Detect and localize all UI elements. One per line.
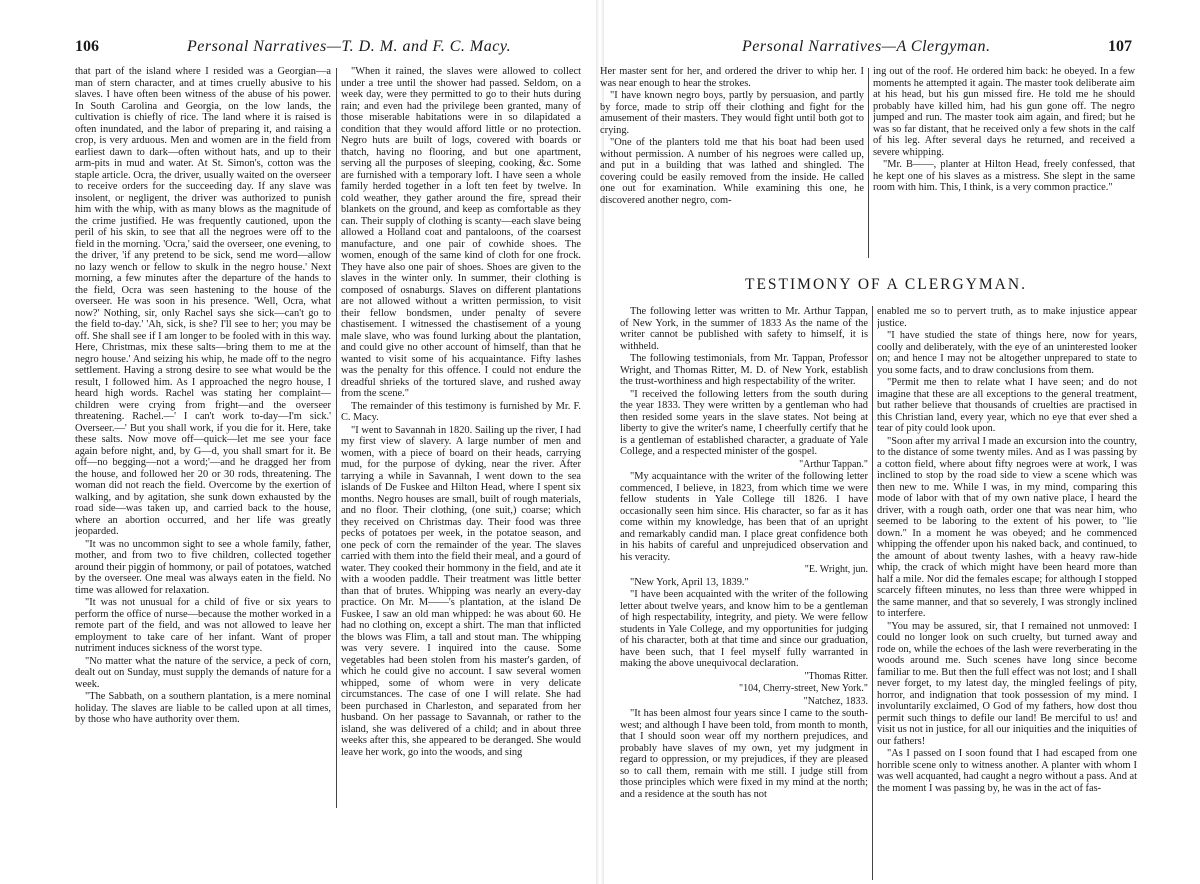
right-top-column-1: [600, 66, 864, 262]
signature: "Thomas Ritter.: [804, 670, 868, 682]
dateline: "Natchez, 1833.: [803, 695, 868, 707]
paragraph: "As I passed on I soon found that I had escaped from one horrible scene only to witness another. A planter with whom I was well acquanted, had caught a negro without a pass. And at the moment I was passing by, he was in the act of fas-: [877, 748, 1137, 794]
right-column-2: [877, 306, 1137, 884]
right-page-number: 107: [1108, 38, 1132, 55]
left-column-1: [75, 66, 331, 826]
column-rule: [336, 68, 337, 808]
paragraph: "My acquaintance with the writer of the following letter commenced, I believe, in 1823, from which time we were fellow students in Yale College till 1826. I have occasionally seen him since. His character, so far as it has come within my knowledge, has been that of an upright and remarkably candid man. I place great confidence both in his habits of careful and unprejudiced observation and his veracity.: [620, 471, 868, 563]
left-column-2: [341, 66, 581, 884]
paragraph: "I went to Savannah in 1820. Sailing up the river, I had my first view of slavery. A large number of men and women, with a piece of board on their heads, carrying mud, for the purpose of dyking, near the river. After tarrying a while in Savannah, I went down to the sea islands of De Fuskee and Hilton Head, where I spent six months. Negro houses are small, built of rough materials, and no floor. Their clothing, (one suit,) coarse; which they received on Christmas day. Their food was three pecks of potatoes per week, in the potatoe season, and one peck of corn the remainder of the year. The slaves carried with them into the field their meal, and a gourd of water. They cooked their hommony in the field, and ate it with a wooden paddle. Their treatment was little better than that of brutes. Whipping was nearly an every-day practice. On Mr. M——'s plantation, at the island De Fuskee, I saw an old man whipped: he was about 60. He had no clothing on, except a shirt. The man that inflicted the blows was Flim, a tall and stout man. The whipping was very severe. I inquired into the cause. Some vegetables had been stolen from his master's garden, of which he could give no account. I saw several women whipped, some of whom were in very delicate circumstances. The case of one I will relate. She had been purchased in Charleston, and separated from her husband. On her passage to Savannah, or rather to the island, she was delivered of a child; and in about three weeks after this, she appeared to be deranged. She would leave her work, go into the woods, and sing: [341, 424, 581, 758]
paragraph: "Soon after my arrival I made an excursion into the country, to the distance of some twenty miles. And as I was passing by a cotton field, where about fifty negroes were at work, I was inclined to stop by the road side to view a scene which was then new to me. While I was, in my mind, comparing this mode of labor with that of my own native place, I heard the driver, with a rough oath, order one that was near him, who seemed to be laboring to the extent of his power, to "lie down." In a moment he was obeyed; and he commenced whipping the offender upon his naked back, and continued, to the amount of about twenty lashes, with a heavy raw-hide whip, the crack of which might have been heard more than half a mile. Nor did the females escape; for although I stopped scarcely fifteen minutes, no less than three were whipped in the same manner, and that so severely, I was strongly inclined to interfere.: [877, 435, 1137, 619]
dateline: "New York, April 13, 1839.": [630, 576, 749, 588]
section-heading: TESTIMONY OF A CLERGYMAN.: [745, 276, 1027, 293]
address: "104, Cherry-street, New York.": [739, 683, 868, 694]
signature: "E. Wright, jun.: [804, 564, 868, 575]
paragraph: "I have been acquainted with the writer of the following letter about twelve years, and know him to be a gentleman of high respectability, integrity, and piety. We were fellow students in Yale College, and my opportunities for judging of his character, both at that time and since our graduation, have been such, that I feel myself fully warranted in making the above unequivocal declaration.: [620, 589, 868, 669]
signature: "Arthur Tappan.": [799, 458, 868, 470]
paragraph: "It has been almost four years since I came to the south-west; and although I have been told, from month to month, that I should soon wear off my northern prejudices, and probably have slaves of my own, yet my judgment in regard to oppression, or my prejudices, if they are pleased so to call them, remain with me still. I judge still from those principles which were fixed in my mind at the north; and a residence at the south has not: [620, 708, 868, 800]
paragraph: "The Sabbath, on a southern plantation, is a mere nominal holiday. The slaves are liable to be called upon at all times, by those who have authority over them.: [75, 691, 331, 725]
paragraph: "I have studied the state of things here, now for years, coolly and deliberately, with the eye of an uninterested looker on; and hence I may not be altogether unprepared to state to you some facts, and to draw conclusions from them.: [877, 330, 1137, 376]
left-page-number: 106: [75, 38, 99, 55]
paragraph: The following letter was written to Mr. Arthur Tappan, of New York, in the summer of 1833 As the name of the writer cannot be published with safety to himself, it is withheld.: [620, 306, 868, 352]
right-column-1: [620, 306, 868, 884]
paragraph: "It was no uncommon sight to see a whole family, father, mother, and from two to five children, collected together around their piggin of hommony, or pail of potatoes, watched by the overseer. One meal was always eaten in the field. No time was allowed for relaxation.: [75, 538, 331, 596]
paragraph: "I have known negro boys, partly by persuasion, and partly by force, made to strip off their clothing and fight for the amusement of their masters. They would fight until both got to crying.: [600, 90, 864, 136]
paragraph: "No matter what the nature of the service, a peck of corn, dealt out on Sunday, must supply the demands of nature for a week.: [75, 655, 331, 690]
right-page: [600, 0, 1200, 884]
paragraph: "I received the following letters from the south during the year 1833. They were written by a gentleman who had then resided some years in the slave states. Not being at liberty to give the writer's name, I cheerfully certify that he is a gentleman of established character, a graduate of Yale College, and a respected minister of the gospel.: [620, 388, 868, 457]
paragraph: ing out of the roof. He ordered him back: he obeyed. In a few moments he attempted it again. The master took deliberate aim at his head, but his gun missed fire. He told me he should probably have killed him, had his gun gone off. The negro jumped and run. The master took aim again, and fired; but he was so far distant, that he received only a few shots in the calf of his leg. After several days he returned, and received a severe whipping.: [873, 66, 1135, 158]
column-rule: [868, 68, 869, 258]
paragraph: The following testimonials, from Mr. Tappan, Professor Wright, and Thomas Ritter, M. D. of New York, establish the trust-worthiness and high respectability of the writer.: [620, 353, 868, 387]
right-running-head: Personal Narratives—A Clergyman.: [742, 38, 991, 55]
paragraph: enabled me so to pervert truth, as to make injustice appear justice.: [877, 306, 1137, 329]
paragraph: that part of the island where I resided was a Georgian—a man of stern character, and at times cruelly abusive to his slaves. I have often been witness of the abuse of his power. In South Carolina and Georgia, on the low lands, the cultivation is chiefly of rice. The land where it is raised is often inundated, and the labor of preparing it, and raising a crop, is very arduous. Men and women are in the field from earliest dawn to dark—often without hats, and up to their arm-pits in mud and water. At St. Simon's, cotton was the staple article. Ocra, the driver, usually waited on the overseer to receive orders for the succeeding day. If any slave was insolent, or negligent, the driver was authorized to punish him with the whip, with as many blows as the magnitude of the crime justified. He was frequently cautioned, upon the peril of his skin, to see that all the negroes were off to the field in the morning. 'Ocra,' said the overseer, one evening, to the driver, 'if any pretend to be sick, send me word—allow no lazy wench or fellow to skulk in the negro house.' Next morning, a few minutes after the departure of the hands to the field, Ocra was seen hastening to the house of the overseer. He was soon in his presence. 'Well, Ocra, what now?' Nothing, sir, only Rachel says she sick—can't go to the field to-day.' 'Ah, sick, is she? I'll see to her; you may be off. She shall see if I am longer to be fooled with in this way. Here, Christmas, mix these salts—bring them to me at the negro house.' And seizing his whip, he made off to the negro settlement. Having a strong desire to see what would be the result, I followed him. As I approached the negro house, I heard high words. Rachel was stating her complaint—children were crying from fright—and the overseer threatening. Rachel.—' I can't work to-day—I'm sick.' Overseer.—' But you shall work, if you die for it. Here, take these salts. Now move off—quick—let me see your face again before night, and, by G—d, you shall smart for it. Be off—no begging—not a word;'—and he dragged her from the house, and followed her 20 or 30 rods, threatening. The woman did not reach the field. Overcome by the exertion of walking, and by agitation, she sunk down exhausted by the road side—was taken up, and carried back to the house, where an abortion occurred, and her life was greatly jeoparded.: [75, 66, 331, 537]
paragraph: "It was not unusual for a child of five or six years to perform the office of nurse—because the mother worked in a remote part of the field, and was not allowed to leave her employment to take care of her infant. Want of proper nutriment induces sickness of the worst type.: [75, 597, 331, 654]
paragraph: "Mr. B——, planter at Hilton Head, freely confessed, that he kept one of his slaves as a mistress. She slept in the same room with him. This, I think, is a very common practice.": [873, 159, 1135, 193]
paragraph: "You may be assured, sir, that I remained not unmoved: I could no longer look on such cruelty, but turned away and rode on, while the echoes of the lash were reverberating in the woods around me. Such scenes have long since become familiar to me. But then the full effect was not lost; and I shall never forget, to my latest day, the mingled feelings of pity, horror, and indignation that took possession of my mind. I involuntarily exclaimed, O God of my fathers, how dost thou permit such things to defile our land! Be merciful to us! and visit us not in justice, for all our iniquities and the iniquities of our fathers!: [877, 620, 1137, 747]
paragraph: "One of the planters told me that his boat had been used without permission. A number of his negroes were called up, and put in a building that was lathed and shingled. The covering could be easily removed from the inside. He called one out for examination. While examining this one, he discovered another negro, com-: [600, 137, 864, 206]
paragraph: "When it rained, the slaves were allowed to collect under a tree until the shower had passed. Seldom, on a week day, were they permitted to go to their huts during rain; and even had the privilege been granted, many of those miserable habitations were in so dilapidated a condition that they would afford little or no protection. Negro huts are built of logs, covered with boards or thatch, having no flooring, and but one apartment, serving all the purposes of sleeping, cooking, &c. Some are furnished with a temporary loft. I have seen a whole family herded together in a loft ten feet by twelve. In cold weather, they gather around the fire, spread their blankets on the ground, and keep as comfortable as they can. Their supply of clothing is scanty—each slave being allowed a Holland coat and pantaloons, of the coarsest manufacture, and one pair of cowhide shoes. The women, enough of the same kind of cloth for one frock. They have also one pair of shoes. Shoes are given to the slaves in the winter only. In summer, their clothing is composed of osnaburgs. Slaves on different plantations are not allowed without a written permission, to visit their fellow bondsmen, under penalty of severe chastisement. I witnessed the chastisement of a young male slave, who was found lurking about the plantation, and could give no other account of himself, than that he wanted to visit some of his acquaintance. Fifty lashes was the penalty for this offence. I could not endure the dreadful shrieks of the tortured slave, and rushed away from the scene.": [341, 66, 581, 399]
paragraph: The remainder of this testimony is furnished by Mr. F. C. Macy.: [341, 400, 581, 423]
left-running-head: Personal Narratives—T. D. M. and F. C. Macy.: [187, 38, 512, 55]
paragraph: "Permit me then to relate what I have seen; and do not imagine that these are all exceptions to the general treatment, but rather believe that thousands of cruelties are practised in this Christian land, every year, which no eye that ever shed a tear of pity could look upon.: [877, 377, 1137, 434]
column-rule: [872, 306, 873, 880]
right-top-column-2: [873, 66, 1135, 262]
paragraph: Her master sent for her, and ordered the driver to whip her. I was near enough to hear the strokes.: [600, 66, 864, 89]
